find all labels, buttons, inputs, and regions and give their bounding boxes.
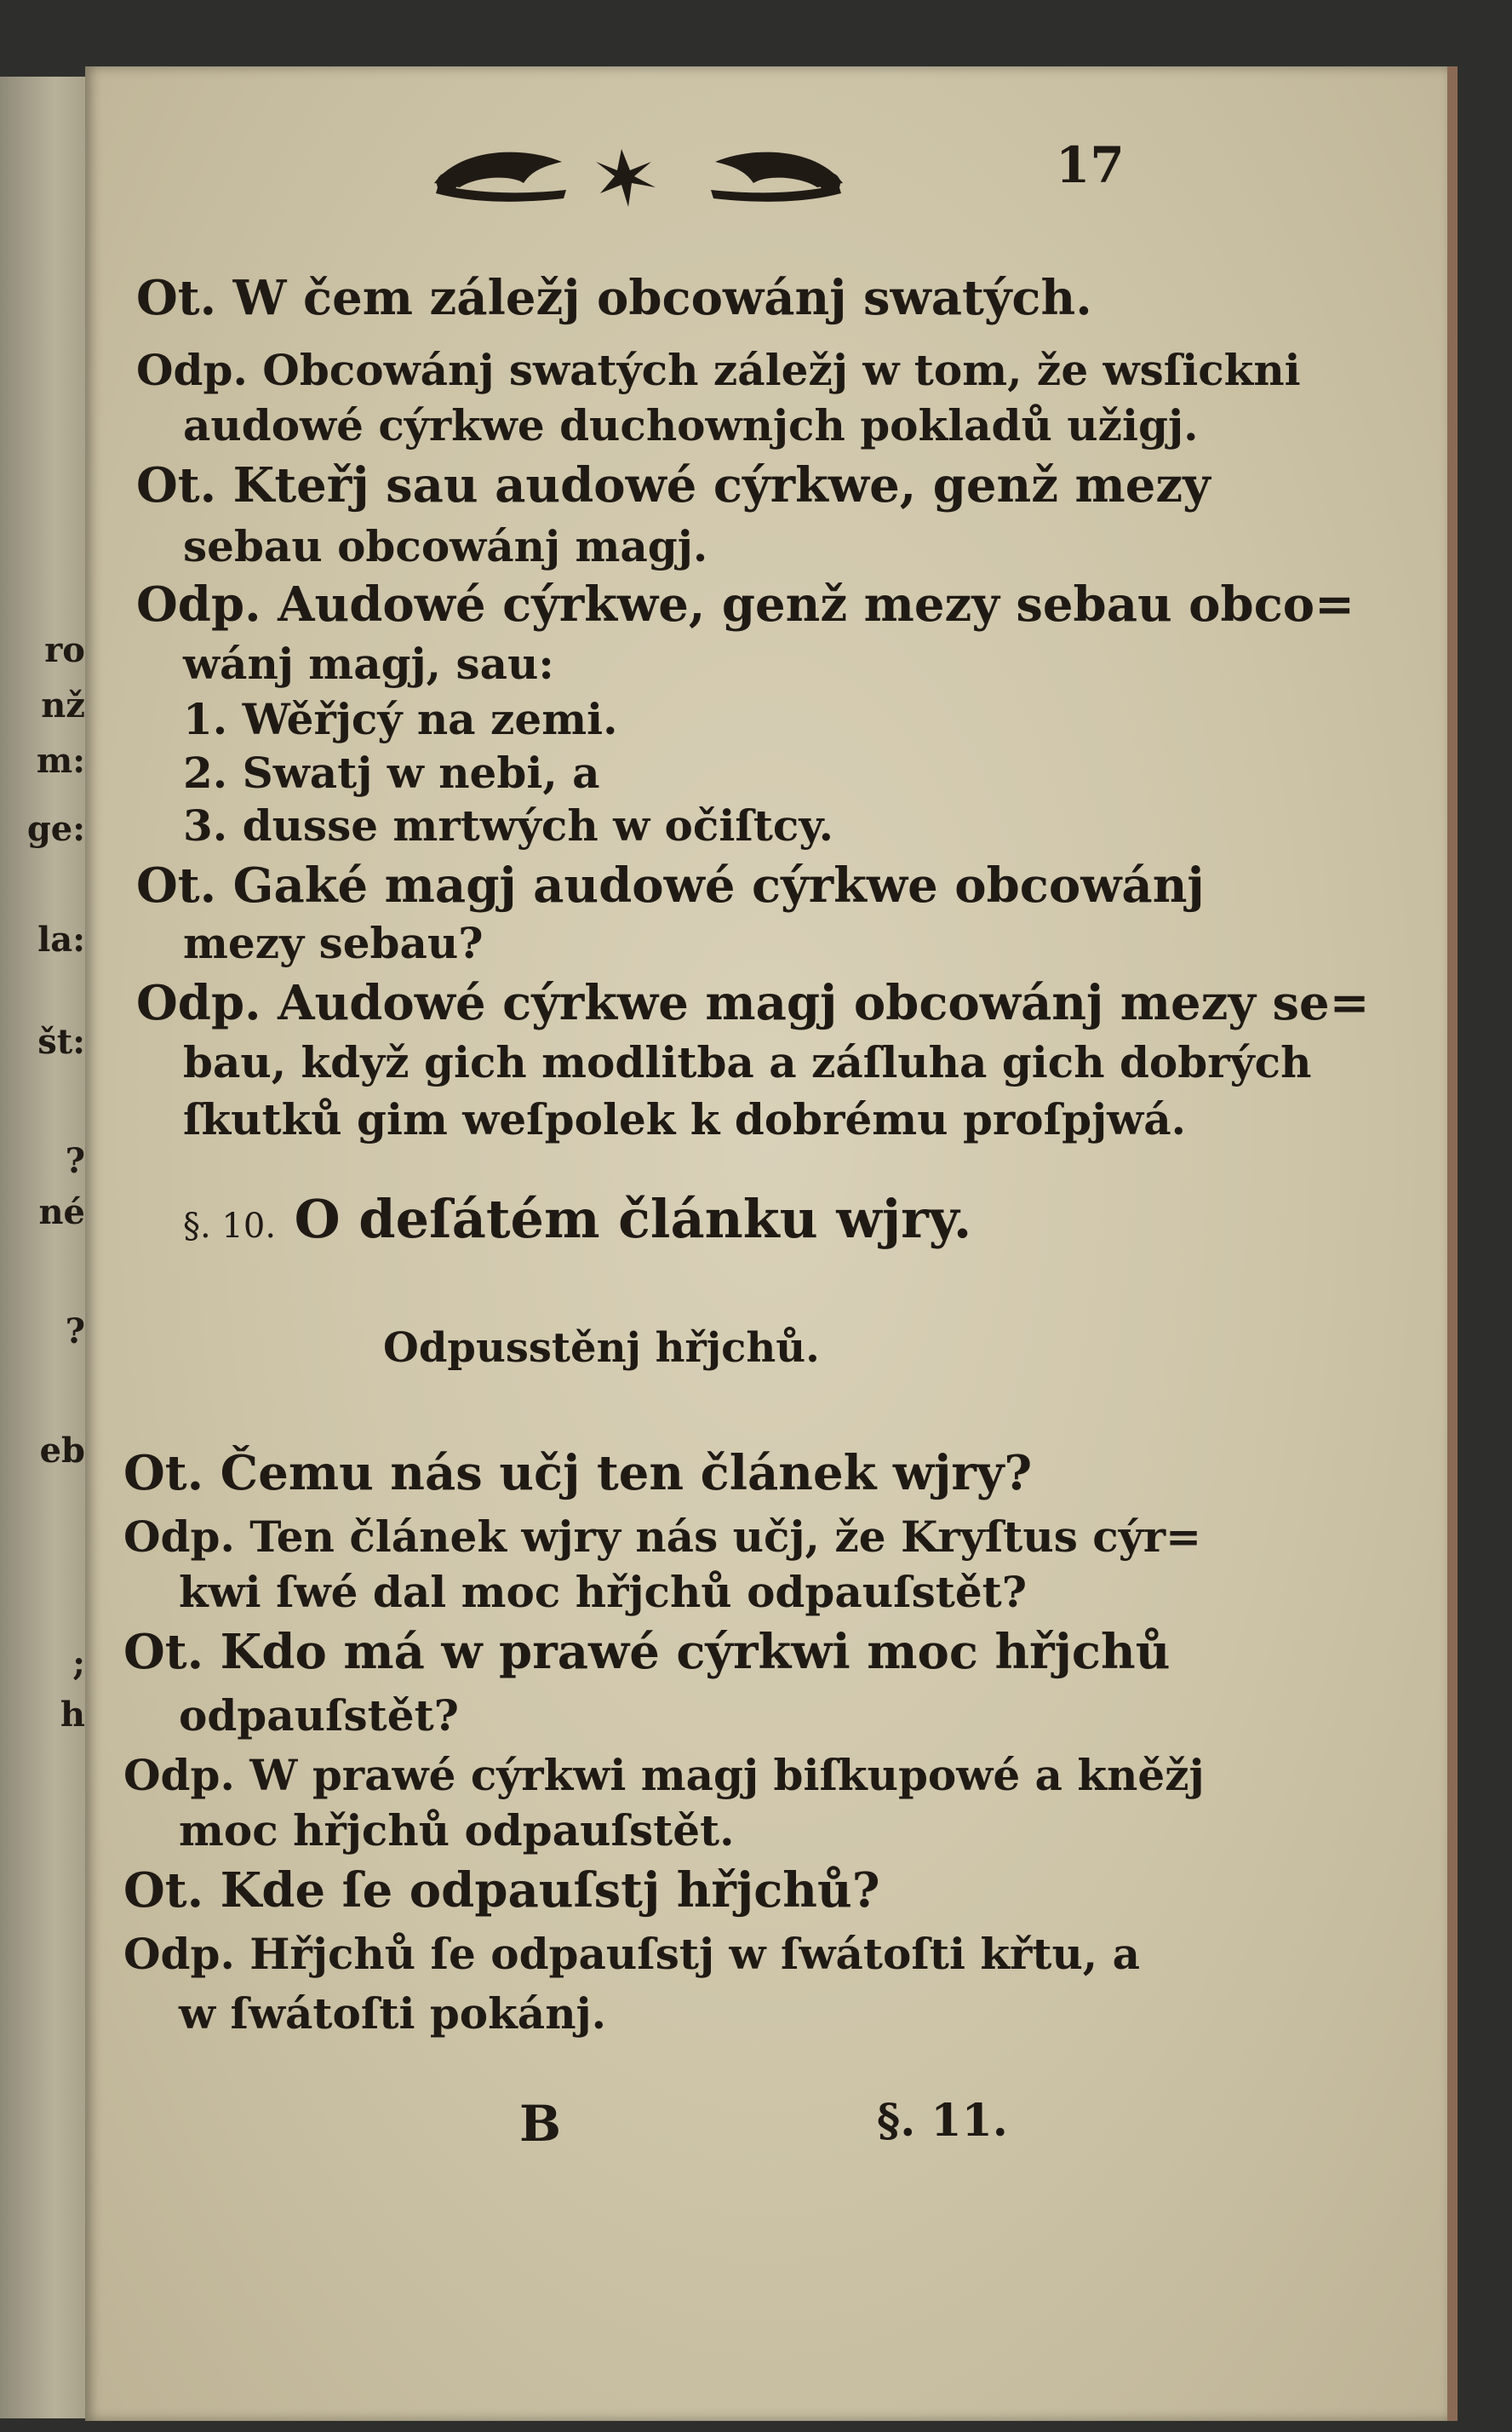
left-page-fragment: eb	[39, 1431, 85, 1471]
text-line: Odp. W prawé cýrkwi magj biſkupowé a kněžj	[123, 1750, 1205, 1800]
left-page-fragment: nž	[41, 685, 85, 726]
text-line: bau, když gich modlitba a záſluha gich dobrých	[183, 1037, 1312, 1087]
header-ornament-icon	[341, 123, 936, 217]
text-line: Odp. Obcowánj swatých záležj w tom, že wsſickni	[136, 345, 1301, 395]
subheading: Odpusstěnj hřjchů.	[383, 1324, 820, 1372]
text-line: Odp. Audowé cýrkwe magj obcowánj mezy se=	[136, 975, 1370, 1031]
left-page-fragment: ?	[65, 1141, 85, 1181]
text-line: Ot. Gaké magj audowé cýrkwe obcowánj	[136, 858, 1205, 914]
left-page-fragment: ge:	[26, 809, 85, 849]
text-line: Ot. Kteřj sau audowé cýrkwe, genž mezy	[136, 457, 1211, 513]
left-page-fragment: ;	[72, 1643, 85, 1683]
left-page-fragment: št:	[37, 1022, 85, 1062]
text-line: 2. Swatj w nebi, a	[183, 748, 600, 798]
left-page-edge	[0, 77, 94, 2418]
signature-mark: B	[519, 2095, 562, 2153]
text-line: w ſwátoſti pokánj.	[179, 1988, 607, 2039]
left-page-fragment: ?	[65, 1311, 85, 1351]
text-line: mezy sebau?	[183, 918, 484, 968]
left-page-fragment: la:	[37, 920, 85, 960]
section-title: O deſátém článku wjry.	[294, 1188, 972, 1250]
section-number: §. 10.	[183, 1207, 277, 1246]
text-line: odpauſstět?	[179, 1690, 459, 1741]
text-line: sebau obcowánj magj.	[183, 521, 708, 571]
text-line: kwi ſwé dal moc hřjchů odpauſstět?	[179, 1567, 1028, 1617]
text-line: ſkutků gim weſpolek k dobrému proſpjwá.	[183, 1094, 1187, 1144]
text-line: wánj magj, sau:	[183, 639, 554, 689]
text-line: Ot. Čemu nás učj ten článek wjry?	[123, 1445, 1033, 1501]
text-line: 1. Wěřjcý na zemi.	[183, 694, 618, 744]
text-line: 3. dusse mrtwých w očiſtcy.	[183, 800, 834, 851]
text-line: Odp. Ten článek wjry nás učj, že Kryſtus cýr=	[123, 1511, 1202, 1562]
text-line: Odp. Hřjchů ſe odpauſstj w ſwátoſti křtu, a	[123, 1929, 1141, 1979]
left-page-fragment: ro	[44, 630, 85, 670]
text-line: audowé cýrkwe duchownjch pokladů užigj.	[183, 400, 1199, 450]
left-page-fragment: né	[38, 1192, 85, 1232]
text-line: Odp. Audowé cýrkwe, genž mezy sebau obco=	[136, 576, 1355, 633]
section-heading	[183, 1188, 971, 1250]
text-line: Ot. W čem záležj obcowánj swatých.	[136, 270, 1092, 326]
left-page-fragment: h	[60, 1695, 85, 1735]
text-line: Ot. Kde ſe odpauſstj hřjchů?	[123, 1862, 880, 1919]
text-line: moc hřjchů odpauſstět.	[179, 1805, 735, 1856]
text-line: Ot. Kdo má w prawé cýrkwi moc hřjchů	[123, 1624, 1171, 1680]
catchword: §. 11.	[877, 2095, 1008, 2147]
left-page-fragment: m:	[36, 741, 85, 781]
page-number: 17	[1056, 136, 1125, 194]
